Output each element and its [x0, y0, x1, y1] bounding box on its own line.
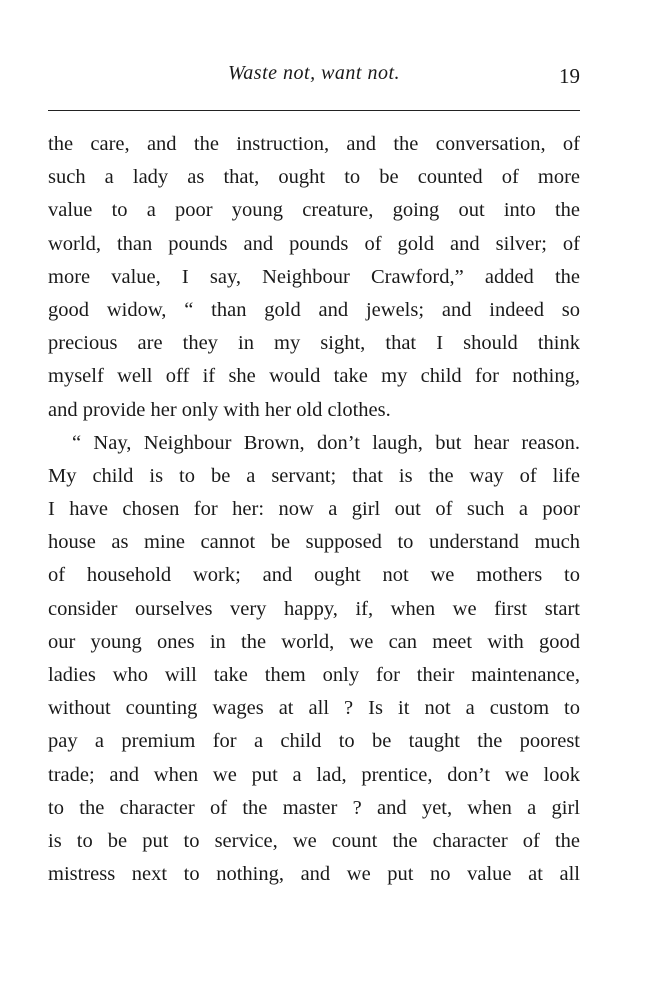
text-line: is to be put to service, we count the character of the: [48, 829, 580, 852]
text-line: and provide her only with her old clothes.: [48, 398, 391, 421]
text-line: ladies who will take them only for their maintenance,: [48, 664, 580, 686]
header-rule: [48, 110, 580, 111]
text-line: pay a premium for a child to be taught the poorest: [48, 730, 580, 753]
body-text: [48, 128, 580, 891]
text-line: good widow, “ than gold and jewels; and indeed so: [48, 298, 580, 321]
running-title: Waste not, want not.: [227, 62, 401, 84]
text-line: trade; and when we put a lad, prentice, don’t we look: [48, 763, 580, 786]
text-line: “ Nay, Neighbour Brown, don’t laugh, but hear reason.: [72, 431, 580, 454]
page-number: 19: [559, 64, 580, 88]
text-line: My child is to be a servant; that is the way of life: [48, 464, 580, 487]
text-line: of household work; and ought not we mothers to: [48, 564, 580, 587]
running-head: [48, 58, 580, 94]
text-line: the care, and the instruction, and the conversation, of: [48, 133, 580, 155]
text-line: more value, I say, Neighbour Crawford,” added the: [48, 265, 580, 288]
text-line: such a lady as that, ought to be counted of more: [48, 166, 580, 189]
text-line: to the character of the master ? and yet, when a girl: [48, 796, 580, 819]
text-line: mistress next to nothing, and we put no value at all: [48, 863, 580, 886]
text-line: our young ones in the world, we can meet with good: [48, 630, 580, 653]
text-line: house as mine cannot be supposed to understand much: [48, 531, 580, 554]
text-line: without counting wages at all ? Is it not a custom to: [48, 697, 580, 720]
text-line: myself well off if she would take my child for nothing,: [48, 365, 580, 388]
text-line: world, than pounds and pounds of gold and silver; of: [48, 232, 580, 255]
text-line: consider ourselves very happy, if, when we first start: [48, 597, 580, 620]
text-line: precious are they in my sight, that I should think: [48, 332, 580, 355]
text-line: value to a poor young creature, going out into the: [48, 199, 580, 222]
text-line: I have chosen for her: now a girl out of such a poor: [48, 498, 580, 521]
